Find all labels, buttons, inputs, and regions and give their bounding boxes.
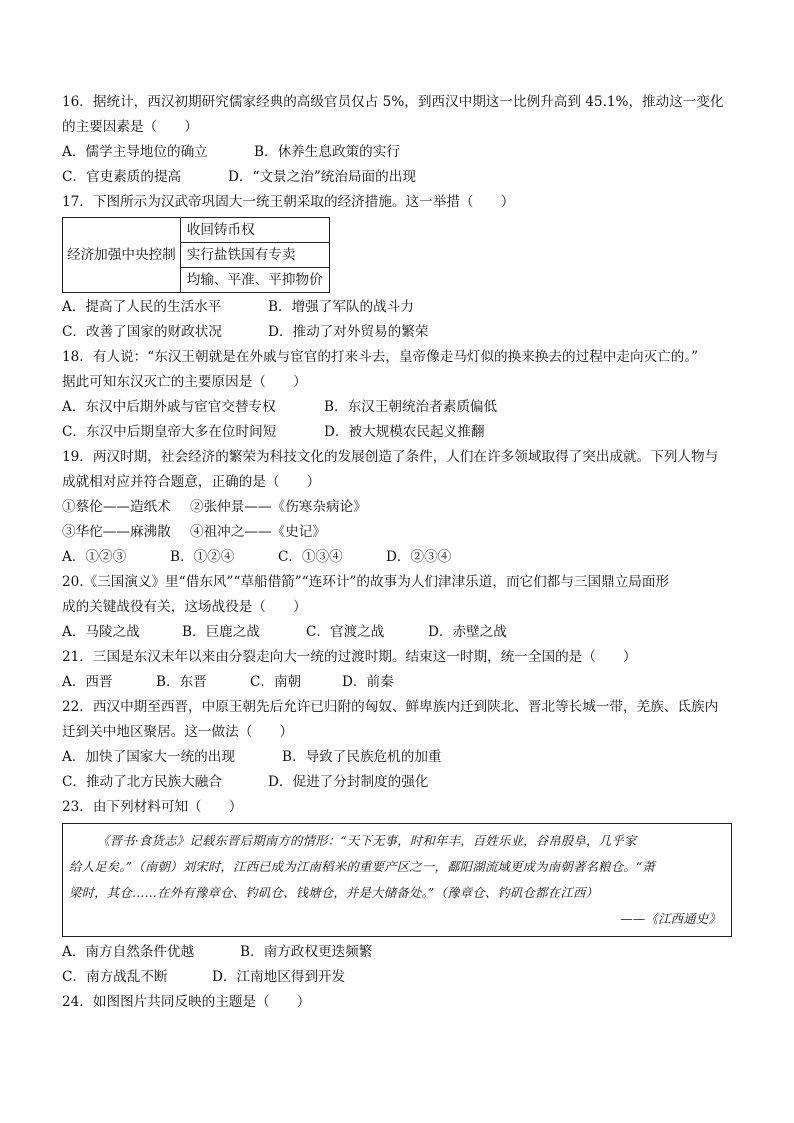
question-stem: 19．两汉时期，社会经济的繁荣为科技文化的发展创造了条件，人们在许多领域取得了突出成就。下列人物与	[62, 449, 719, 465]
option-c: C．推动了北方民族大融合	[62, 774, 222, 790]
material-line: 《晋书·食货志》记载东晋后期南方的情形：“天下无事，时和年丰，百姓乐业，谷帛殷阜，几乎家	[97, 833, 637, 848]
option-b: B．①②④	[170, 549, 235, 565]
option-b: B．东晋	[156, 674, 207, 690]
statement-1: ①蔡伦——造纸术	[62, 499, 171, 515]
statement-2: ②张仲景——《伤寒杂病论》	[190, 499, 367, 515]
options-row	[62, 545, 734, 570]
option-b: B．巨鹿之战	[182, 624, 260, 640]
exam-page	[62, 90, 734, 1015]
options-row	[62, 165, 734, 190]
option-d: D．江南地区得到开发	[212, 969, 346, 985]
option-d: D．“文景之治”统治局面的出现	[228, 169, 416, 185]
options-row	[62, 940, 734, 965]
question-17	[62, 190, 734, 345]
question-stem-cont: 成就相对应并符合题意，正确的是（ ）	[62, 474, 321, 490]
option-b: B．导致了民族危机的加重	[282, 749, 442, 765]
options-row	[62, 670, 734, 695]
option-d: D．促进了分封制度的强化	[268, 774, 429, 790]
material-line: 给人足矣。”（南朝）刘宋时，江西已成为江南稻米的重要产区之一，鄱阳湖流域更成为南朝著名粮仓。“萧	[69, 859, 656, 874]
question-18	[62, 345, 734, 445]
options-row	[62, 295, 734, 320]
table-cell: 收回铸币权	[180, 218, 329, 243]
statement-row	[62, 520, 734, 545]
question-stem: 20.《三国演义》里“借东风”“草船借箭”“连环计”的故事为人们津津乐道，而它们都与三国鼎立局面形	[62, 574, 670, 590]
statement-row	[62, 495, 734, 520]
option-c: C．改善了国家的财政状况	[62, 324, 222, 340]
options-row	[62, 965, 734, 990]
question-24	[62, 990, 734, 1015]
option-a: A．东汉中后期外戚与宦官交替专权	[62, 399, 276, 415]
option-a: A．①②③	[62, 549, 127, 565]
option-d: D．赤壁之战	[428, 624, 507, 640]
option-c: C．①③④	[278, 549, 343, 565]
options-row	[62, 620, 734, 645]
option-d: D．被大规模农民起义推翻	[324, 424, 485, 440]
measures-table	[62, 217, 330, 293]
option-b: B．东汉王朝统治者素质偏低	[324, 399, 498, 415]
options-row	[62, 745, 734, 770]
option-d: D．②③④	[386, 549, 452, 565]
statement-3: ③华佗——麻沸散	[62, 524, 171, 540]
options-row	[62, 395, 734, 420]
material-source: ——《江西通史》	[620, 911, 721, 926]
material-box	[62, 823, 732, 937]
question-stem: 24．如图图片共同反映的主题是（ ）	[62, 994, 311, 1010]
material-line: 梁时，其仓……在外有豫章仓、钓矶仓、钱塘仓，并是大储备处。”（豫章仓、钓矶仓都在江西）	[69, 885, 599, 900]
question-stem-cont: 迁到关中地区聚居。这一做法（ ）	[62, 724, 294, 740]
question-stem: 16．据统计，西汉初期研究儒家经典的高级官员仅占 5%，到西汉中期这一比例升高到 45.1%，推动这一变化	[62, 94, 724, 110]
option-b: B．休养生息政策的实行	[254, 144, 400, 160]
statement-4: ④祖冲之——《史记》	[190, 524, 326, 540]
option-b: B．南方政权更迭频繁	[240, 944, 373, 960]
question-stem: 17．下图所示为汉武帝巩固大一统王朝采取的经济措施。这一举措（ ）	[62, 194, 515, 210]
question-stem-cont: 据此可知东汉灭亡的主要原因是（ ）	[62, 374, 307, 390]
options-row	[62, 140, 734, 165]
question-stem-cont: 成的关键战役有关，这场战役是（ ）	[62, 599, 307, 615]
question-stem-cont: 的主要因素是（ ）	[62, 119, 198, 135]
option-d: D．前秦	[342, 674, 394, 690]
option-c: C．官渡之战	[306, 624, 385, 640]
table-cell: 均输、平准、平抑物价	[180, 268, 329, 293]
option-c: C．官吏素质的提高	[62, 169, 182, 185]
question-stem: 22．西汉中期至西晋，中原王朝先后允许已归附的匈奴、鲜卑族内迁到陕北、晋北等长城一带，羌族、氐族内	[62, 699, 719, 715]
options-row	[62, 420, 734, 445]
option-c: C．东汉中后期皇帝大多在位时间短	[62, 424, 277, 440]
option-d: D．推动了对外贸易的繁荣	[268, 324, 429, 340]
option-c: C．南方战乱不断	[62, 969, 168, 985]
table-head-cell: 经济加强中央控制	[63, 218, 181, 293]
option-a: A．儒学主导地位的确立	[62, 144, 208, 160]
option-a: A．加快了国家大一统的出现	[62, 749, 235, 765]
option-c: C．南朝	[250, 674, 302, 690]
question-16	[62, 90, 734, 190]
option-b: B．增强了军队的战斗力	[268, 299, 414, 315]
question-21	[62, 645, 734, 695]
question-23	[62, 795, 734, 990]
question-stem: 21．三国是东汉末年以来由分裂走向大一统的过渡时期。结束这一时期，统一全国的是（ ）	[62, 649, 637, 665]
options-row	[62, 320, 734, 345]
option-a: A．南方自然条件优越	[62, 944, 195, 960]
question-stem: 18．有人说：“东汉王朝就是在外戚与宦官的打来斗去，皇帝像走马灯似的换来换去的过程中走向灭亡的。”	[62, 349, 699, 365]
option-a: A．西晋	[62, 674, 113, 690]
question-19	[62, 445, 734, 570]
table-cell: 实行盐铁国有专卖	[180, 243, 329, 268]
option-a: A．提高了人民的生活水平	[62, 299, 222, 315]
options-row	[62, 770, 734, 795]
question-stem: 23．由下列材料可知（ ）	[62, 799, 243, 815]
question-22	[62, 695, 734, 795]
option-a: A．马陵之战	[62, 624, 140, 640]
question-20	[62, 570, 734, 645]
